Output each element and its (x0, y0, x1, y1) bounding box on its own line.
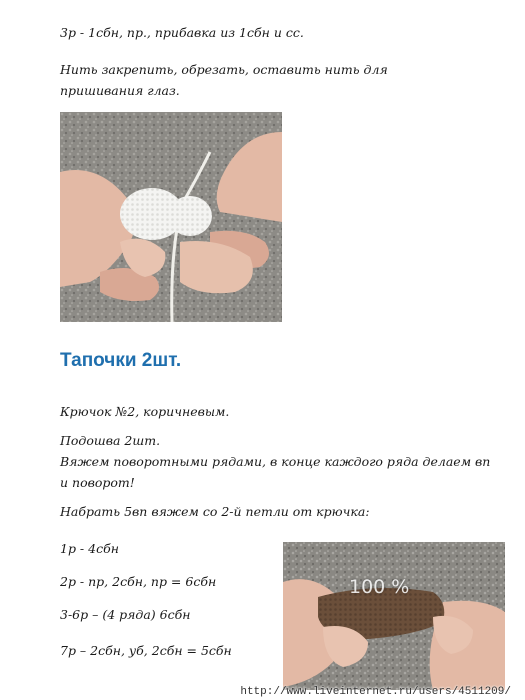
zoom-overlay-text: 100 % (349, 576, 410, 598)
watermark-url[interactable]: http://www.liveinternet.ru/users/4511209/ (240, 686, 511, 698)
photo-brown-sole (283, 542, 505, 690)
chain-line: Набрать 5вп вяжем со 2-й петли от крючка: (60, 504, 370, 519)
row-2: 2р - пр, 2сбн, пр = 6сбн (60, 574, 217, 589)
hook-line: Крючок №2, коричневым. (60, 404, 230, 419)
row-7: 7р – 2сбн, уб, 2сбн = 5сбн (60, 643, 232, 658)
row-3-6: 3-6р – (4 ряда) 6сбн (60, 607, 191, 622)
fasten-line-2: пришивания глаз. (60, 83, 180, 98)
row-1: 1р - 4сбн (60, 541, 119, 556)
fasten-line-1: Нить закрепить, обрезать, оставить нить для (60, 62, 388, 77)
photo-white-eyes-image (60, 112, 282, 322)
sole-line: Подошва 2шт. (60, 433, 161, 448)
turning-line-1: Вяжем поворотными рядами, в конце каждого ряда делаем вп (60, 454, 491, 469)
photo-brown-sole-image (283, 542, 505, 690)
turning-line-2: и поворот! (60, 475, 135, 490)
row3-instruction: 3р - 1сбн, пр., прибавка из 1сбн и сс. (60, 25, 304, 40)
photo-white-eyes (60, 112, 282, 322)
section-title: Тапочки 2шт. (60, 350, 182, 371)
